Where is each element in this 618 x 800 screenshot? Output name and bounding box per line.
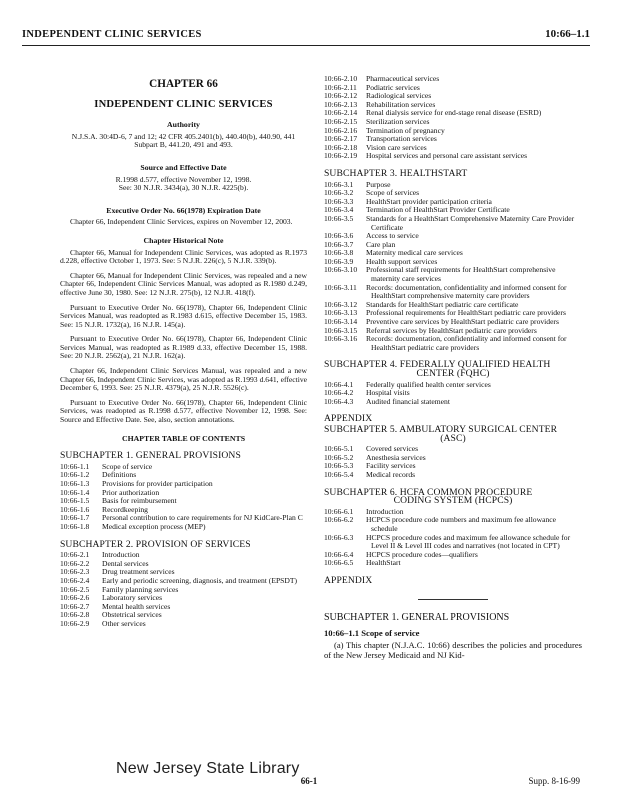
toc-entry [324,516,582,533]
subchapter-6-list [324,508,582,568]
toc-entry-title: Health support services [366,256,438,266]
toc-entry [60,594,307,603]
toc-entry-title: Records: documentation, confidentiality and informed consent for HealthStart pediatric care providers [366,334,567,352]
historical-note-heading: Chapter Historical Note [143,235,224,245]
toc-entry-title: Hospital visits [366,388,410,398]
toc-entry-number: 10:66-2.3 [60,567,90,577]
toc-entry [324,215,582,232]
toc-entry-number: 10:66-1.8 [60,521,90,531]
toc-entry-title: Professional staff requirements for HealthStart comprehensive maternity care services [366,265,556,284]
source-heading: Source and Effective Date [140,162,227,172]
toc-entry-number: 10:66-2.17 [324,134,358,144]
toc-entry [60,620,307,629]
toc-entry [324,284,582,301]
toc-entry-number: 10:66-4.3 [324,396,354,406]
toc-entry-title: Transportation services [366,134,437,144]
historical-paragraph: Chapter 66, Manual for Independent Clinic Services, was adopted as R.1973 d.228, effective October 1, 1973. See: 5 N.J.R. 226(c), 5 N.J.R. 339(b). [60,247,307,266]
toc-entry-number: 10:66-2.18 [324,142,358,152]
toc-entry-number: 10:66-3.14 [324,317,358,327]
toc-entry-number: 10:66-5.2 [324,452,354,462]
subchapter-3-list [324,181,582,353]
toc-entry-number: 10:66-2.4 [60,575,90,585]
toc-entry-title: HCPCS procedure codes and maximum fee allowance schedule for Level II & Level III codes and narratives (not located in CPT) [366,532,571,551]
toc-entry-number: 10:66-3.12 [324,299,358,309]
subchapter-5-list [324,445,582,479]
appendix-label: APPENDIX [324,574,373,586]
toc-entry-title: Sterilization services [366,116,430,126]
toc-entry [324,118,582,127]
toc-entry-title: Introduction [102,550,140,560]
toc-entry-number: 10:66-6.5 [324,558,354,568]
toc-entry-title: Rehabilitation services [366,99,436,109]
toc-entry-number: 10:66-4.2 [324,388,354,398]
toc-entry-title: HealthStart provider participation criteria [366,196,492,206]
authority-heading: Authority [167,120,200,130]
toc-entry-title: Family planning services [102,584,179,594]
toc-heading: CHAPTER TABLE OF CONTENTS [121,433,246,443]
toc-entry-number: 10:66-6.3 [324,532,354,542]
toc-entry [324,335,582,352]
library-stamp: New Jersey State Library [116,760,300,777]
toc-entry-number: 10:66-3.2 [324,188,354,198]
subchapter-2-title: SUBCHAPTER 2. PROVISION OF SERVICES [60,538,251,550]
toc-entry-title: Records: documentation, confidentiality and informed consent for HealthStart comprehensive maternity care providers [366,282,567,301]
toc-entry-number: 10:66-1.2 [60,470,90,480]
toc-entry-number: 10:66-3.8 [324,248,354,258]
toc-entry [60,586,307,595]
toc-entry-number: 10:66-6.1 [324,506,354,516]
toc-entry-number: 10:66-2.8 [60,610,90,620]
toc-entry-title: Definitions [102,470,137,480]
toc-entry-number: 10:66-2.7 [60,601,90,611]
toc-entry-title: Care plan [366,239,396,249]
toc-entry-number: 10:66-4.1 [324,379,354,389]
header-section-number: 10:66–1.1 [545,28,590,40]
toc-entry-title: Termination of HealthStart Provider Certificate [366,205,510,215]
toc-entry-title: Scope of services [366,188,420,198]
toc-entry [324,454,582,463]
toc-entry-title: Other services [102,618,146,628]
toc-entry [60,480,307,489]
toc-entry-title: HCPCS procedure codes—qualifiers [366,549,478,559]
toc-entry-number: 10:66-3.9 [324,256,354,266]
toc-entry-number: 10:66-3.3 [324,196,354,206]
toc-entry-number: 10:66-5.4 [324,469,354,479]
toc-entry-number: 10:66-1.6 [60,504,90,514]
toc-entry-number: 10:66-2.10 [324,74,358,83]
toc-entry-title: Medical exception process (MEP) [102,521,206,531]
subchapter-4-list [324,381,582,407]
page-number: 66-1 [300,776,318,786]
subchapter-6-title: SUBCHAPTER 6. HCFA COMMON PROCEDURE [324,486,533,498]
toc-entry-number: 10:66-3.1 [324,179,354,189]
toc-entry-title: Purpose [366,179,391,189]
toc-entry [324,381,582,390]
executive-order-heading: Executive Order No. 66(1978) Expiration Date [106,205,261,215]
toc-entry [324,445,582,454]
toc-entry-title: Podiatric services [366,82,420,92]
toc-entry-number: 10:66-2.5 [60,584,90,594]
toc-entry-number: 10:66-2.14 [324,108,358,118]
toc-entry-number: 10:66-5.3 [324,461,354,471]
toc-entry-title: Personal contribution to care requirements for NJ KidCare-Plan C [102,513,303,523]
toc-entry [60,463,307,472]
toc-entry-number: 10:66-2.1 [60,550,90,560]
subchapter-5-title: SUBCHAPTER 5. AMBULATORY SURGICAL CENTER [324,423,558,435]
toc-entry-title: HCPCS procedure code numbers and maximum fee allowance schedule [366,515,556,533]
toc-entry-title: Covered services [366,444,419,454]
subchapter-1-title: SUBCHAPTER 1. GENERAL PROVISIONS [60,450,241,462]
toc-entry [324,471,582,480]
running-header [22,27,590,46]
right-column [324,75,582,660]
toc-entry-title: Standards for HealthStart pediatric care certificate [366,299,519,309]
toc-entry-number: 10:66-1.7 [60,513,90,523]
toc-entry [60,577,307,586]
toc-entry [60,560,307,569]
appendix-label: APPENDIX [324,413,373,425]
supplement-date: Supp. 8-16-99 [528,776,580,786]
toc-entry-title: Provisions for provider participation [102,479,213,488]
toc-entry-number: 10:66-2.9 [60,618,90,628]
toc-entry-number: 10:66-1.4 [60,487,90,497]
toc-entry [324,232,582,241]
subchapter-3-title: SUBCHAPTER 3. HEALTHSTART [324,167,468,179]
section-heading: 10:66–1.1 Scope of service [324,628,420,639]
toc-entry-number: 10:66-6.2 [324,515,354,525]
toc-entry-title: Federally qualified health center services [366,379,491,389]
toc-entry-title: Preventive care services by HealthStart pediatric care providers [366,317,559,327]
toc-entry-title: Basis for reimbursement [102,496,177,506]
body-subchapter-title: SUBCHAPTER 1. GENERAL PROVISIONS [324,612,510,624]
subchapter-2-list-continued [324,75,582,161]
historical-paragraph: Chapter 66, Manual for Independent Clinic Services, was repealed and a new Chapter 66, Independent Clinic Services Manual, was adopted as R.1980 d.249, effective June 30, 1980. See: 12 N.J.R. 275(b), 12 N.J.R. 418(f). [60,270,307,297]
toc-entry [324,462,582,471]
toc-entry-number: 10:66-3.7 [324,239,354,249]
executive-order-text: Chapter 66, Independent Clinic Services, expires on November 12, 2003. [70,217,293,227]
toc-entry-number: 10:66-1.5 [60,496,90,506]
chapter-number: CHAPTER 66 [149,78,218,90]
toc-entry [324,181,582,190]
toc-entry-title: Dental services [102,558,149,568]
toc-entry-number: 10:66-6.4 [324,549,354,559]
toc-entry-title: Termination of pregnancy [366,125,445,135]
toc-entry-title: Referral services by HealthStart pediatric care providers [366,325,537,335]
left-column [60,68,307,629]
toc-entry-title: Audited financial statement [366,396,450,406]
toc-entry-number: 10:66-2.16 [324,125,358,135]
toc-entry [324,534,582,551]
subchapter-5-title-cont: (ASC) [440,432,466,444]
toc-entry [60,611,307,620]
toc-entry-number: 10:66-2.6 [60,593,90,603]
toc-entry-title: Drug treatment services [102,567,175,577]
toc-entry-title: Access to service [366,231,419,241]
toc-entry [324,559,582,568]
toc-entry-title: Medical records [366,469,416,479]
toc-entry [324,398,582,407]
toc-entry-number: 10:66-3.13 [324,308,358,318]
subchapter-4-title: SUBCHAPTER 4. FEDERALLY QUALIFIED HEALTH [324,359,551,371]
authority-text: N.J.S.A. 30:4D-6, 7 and 12; 42 CFR 405.2401(b), 440.40(b), 440.90, 441 Subpart B, 441.20, 491 and 493. [71,131,296,150]
toc-entry-title: Hospital services and personal care assistant services [366,151,528,161]
toc-entry-title: Renal dialysis service for end-stage renal disease (ESRD) [366,108,542,118]
toc-entry [60,523,307,532]
toc-entry-number: 10:66-2.13 [324,99,358,109]
toc-entry [60,489,307,498]
historical-paragraph: Chapter 66, Independent Clinic Services Manual, was repealed and a new Chapter 66, Independent Clinic Services, was adopted as R.1993 d.641, effective December 6, 1993. See: 25 N.J.R. 4379(a), 25 N.J.R. 5526(c). [60,366,307,393]
toc-entry-title: Maternity medical care services [366,248,463,258]
historical-paragraph: Pursuant to Executive Order No. 66(1978), Chapter 66, Independent Clinic Services, was readopted as R.1998 d.577, effective November 12, 1998. See: Source and Effective Date. See, also, section annotations. [60,397,307,425]
toc-entry-title: Facility services [366,461,416,471]
toc-entry-title: Radiological services [366,91,432,101]
toc-entry [324,109,582,118]
toc-entry-title: Pharmaceutical services [366,74,440,83]
toc-entry [60,497,307,506]
toc-entry-number: 10:66-1.3 [60,479,90,488]
toc-entry-title: Standards for a HealthStart Comprehensive Maternity Care Provider Certificate [366,213,575,232]
toc-entry-number: 10:66-5.1 [324,444,354,454]
toc-entry [324,135,582,144]
toc-entry [324,551,582,560]
toc-entry-number: 10:66-2.2 [60,558,90,568]
section-divider [418,599,488,600]
toc-entry-number: 10:66-3.6 [324,231,354,241]
chapter-title: INDEPENDENT CLINIC SERVICES [94,98,273,110]
historical-paragraph: Pursuant to Executive Order No. 66(1978), Chapter 66, Independent Clinic Services Manual, was readopted as R.1989 d.33, effective December 15, 1988. See: 20 N.J.R. 2562(a), 21 N.J.R. 162(a). [60,334,307,361]
toc-entry-number: 10:66-3.10 [324,265,358,275]
toc-entry-title: Obstetrical services [102,610,162,620]
source-line-2: See: 30 N.J.R. 3434(a), 30 N.J.R. 4225(b). [118,183,249,193]
toc-entry-number: 10:66-3.11 [324,282,357,292]
toc-entry-number: 10:66-3.4 [324,205,354,215]
toc-entry-title: Professional requirements for HealthStart pediatric care providers [366,308,566,318]
toc-entry-title: HealthStart [366,558,401,568]
toc-entry-number: 10:66-2.12 [324,91,358,101]
toc-entry-number: 10:66-2.15 [324,116,358,126]
toc-entry [324,92,582,101]
toc-entry [324,127,582,136]
toc-entry-title: Prior authorization [102,487,160,497]
toc-entry-title: Anesthesia services [366,452,426,462]
toc-entry [324,266,582,283]
toc-entry-title: Laboratory services [102,593,163,603]
toc-entry [60,551,307,560]
toc-entry-number: 10:66-3.16 [324,334,358,344]
toc-entry [324,152,582,161]
toc-entry-number: 10:66-1.1 [60,461,90,471]
toc-entry-title: Early and periodic screening, diagnosis, and treatment (EPSDT) [102,575,298,585]
header-title: INDEPENDENT CLINIC SERVICES [22,29,202,40]
subchapter-6-title-cont: CODING SYSTEM (HCPCS) [393,495,513,507]
toc-entry-title: Mental health services [102,601,171,611]
subchapter-1-list [60,463,307,532]
toc-entry [324,75,582,84]
toc-entry-number: 10:66-3.5 [324,213,354,223]
subchapter-2-list [60,551,307,628]
toc-entry [324,84,582,93]
toc-entry-title: Vision care services [366,142,427,152]
historical-paragraph: Pursuant to Executive Order No. 66(1978), Chapter 66, Independent Clinic Services Manual, was readopted as R.1983 d.615, effective December 15, 1983. See: 15 N.J.R. 1732(a), 16 N.J.R. 145(a). [60,302,307,329]
toc-entry-number: 10:66-2.11 [324,82,357,92]
toc-entry [60,603,307,612]
toc-entry-number: 10:66-3.15 [324,325,358,335]
toc-entry-title: Scope of service [102,461,153,471]
source-line-1: R.1998 d.577, effective November 12, 1998. [115,174,252,184]
toc-entry-title: Introduction [366,506,404,516]
toc-entry [324,389,582,398]
section-body-text: (a) This chapter (N.J.A.C. 10:66) describes the policies and procedures of the New Jersey Medicaid and NJ Kid- [324,639,582,660]
toc-entry-title: Recordkeeping [102,504,148,514]
toc-entry [324,249,582,258]
subchapter-4-title-cont: CENTER (FQHC) [416,368,490,379]
toc-entry-number: 10:66-2.19 [324,151,358,161]
